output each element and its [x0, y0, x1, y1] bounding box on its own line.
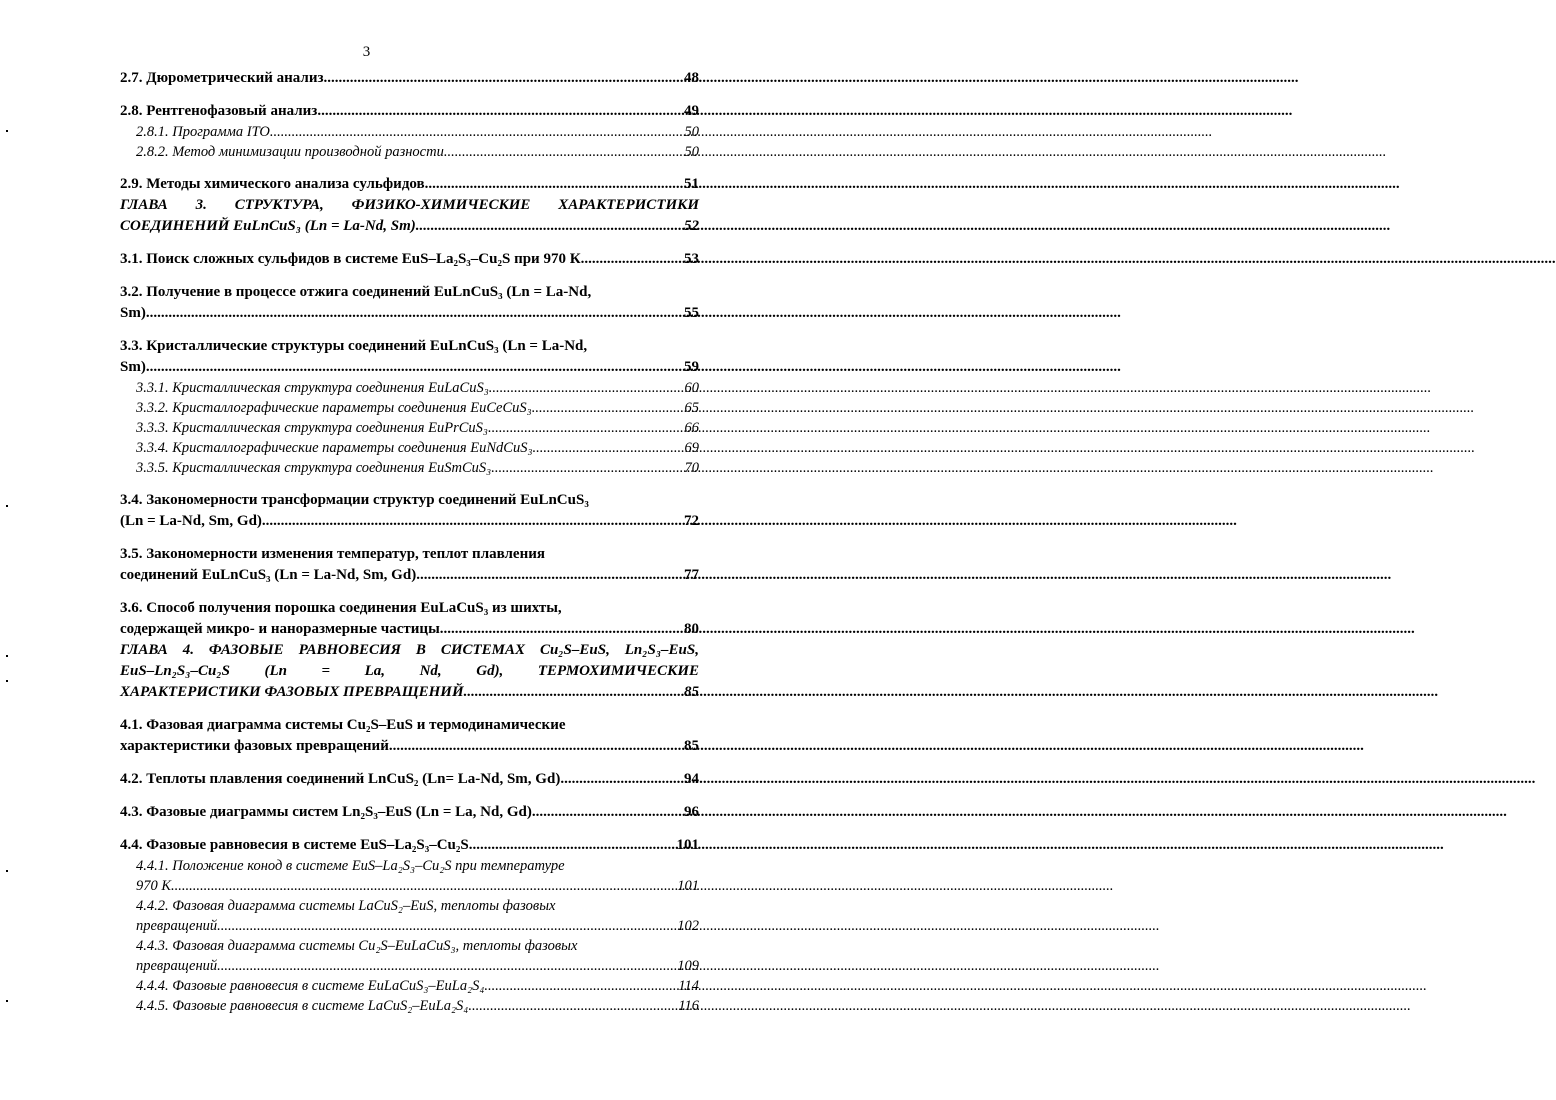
toc-page-number: 48 [684, 70, 699, 86]
dot-leader [416, 216, 683, 237]
toc-page-number: 102 [677, 918, 699, 934]
toc-page-number: 101 [677, 878, 699, 894]
toc-entry-title: ХАРАКТЕРИСТИКИ ФАЗОВЫХ ПРЕВРАЩЕНИЙ [120, 684, 464, 700]
toc-entry-title: 3.6. Способ получения порошка соединения EuLaCuS₃ из шихты, [120, 600, 562, 616]
toc-page-number: 66 [684, 420, 699, 436]
toc-entry-title: Sm) [120, 305, 146, 321]
toc-entry-3-5[interactable] [120, 544, 699, 586]
dot-leader [532, 398, 684, 418]
toc-entry-4-2[interactable] [120, 769, 699, 790]
toc-entry-chapter-4[interactable] [120, 640, 699, 703]
toc-entry-title: содержащей микро- и наноразмерные частицы [120, 621, 440, 637]
dot-leader [324, 68, 684, 89]
dot-leader [489, 378, 684, 398]
toc-entry-3-3-5[interactable] [120, 458, 699, 478]
toc-page-number: 116 [678, 998, 699, 1014]
dot-leader [217, 916, 676, 936]
dot-leader [464, 682, 683, 703]
toc-entry-title: 4.3. Фазовые диаграммы систем Ln₂S₃–EuS (Ln = La, Nd, Gd) [120, 804, 532, 820]
toc-entry-title: Sm) [120, 359, 146, 375]
dot-leader [468, 996, 677, 1016]
dot-leader [533, 438, 684, 458]
toc-entry-3-3-4[interactable] [120, 438, 699, 458]
toc-page-number: 80 [684, 621, 699, 637]
dot-leader [560, 769, 683, 790]
toc-entry-title: ГЛАВА 4. ФАЗОВЫЕ РАВНОВЕСИЯ В СИСТЕМАХ Cu₂S–EuS, Ln₂S₃–EuS, [120, 642, 699, 658]
toc-entry-title: 2.7. Дюрометрический анализ [120, 70, 324, 86]
toc-page-number: 49 [684, 103, 699, 119]
toc-entry-title: соединений EuLnCuS₃ (Ln = La-Nd, Sm, Gd) [120, 567, 417, 583]
toc-entry-title: 3.3.3. Кристаллическая структура соединения EuPrCuS₃ [136, 420, 488, 436]
dot-leader [440, 619, 683, 640]
toc-entry-title: 3.3.2. Кристаллографические параметры соединения EuCeCuS₃ [136, 400, 532, 416]
dot-leader [270, 122, 684, 142]
toc-entry-3-3-1[interactable] [120, 378, 699, 398]
toc-page-number: 51 [684, 176, 699, 192]
toc-entry-4-3[interactable] [120, 802, 699, 823]
toc-page-number: 50 [684, 144, 699, 160]
page-number: 3 [362, 44, 371, 60]
scan-speck [6, 655, 8, 657]
toc-entry-title: 2.9. Методы химического анализа сульфидов [120, 176, 425, 192]
toc-entry-3-6[interactable] [120, 598, 699, 640]
toc-entry-title: превращений [136, 918, 218, 934]
dot-leader [171, 876, 676, 896]
toc-entry-title: (Ln = La-Nd, Sm, Gd) [120, 513, 262, 529]
scan-speck [6, 870, 8, 872]
dot-leader [146, 357, 683, 378]
toc-entry-title: 4.4.5. Фазовые равновесия в системе LaCuS₂–EuLa₂S₄ [136, 998, 469, 1014]
dot-leader [488, 418, 684, 438]
toc-page-number: 70 [684, 460, 699, 476]
toc-page-number: 85 [684, 684, 699, 700]
toc-page-number: 60 [684, 380, 699, 396]
toc-entry-title: 3.3.1. Кристаллическая структура соединения EuLaCuS₃ [136, 380, 489, 396]
toc-entry-title: 4.4.2. Фазовая диаграмма системы LaCuS₂–EuS, теплоты фазовых [136, 898, 556, 914]
toc-page-number: 65 [684, 400, 699, 416]
toc-page-number: 53 [684, 251, 699, 267]
toc-page-number: 85 [684, 738, 699, 754]
dot-leader [416, 565, 683, 586]
toc-entry-3-3-2[interactable] [120, 398, 699, 418]
toc-entry-3-1[interactable] [120, 249, 699, 270]
dot-leader [484, 976, 677, 996]
dot-leader [581, 249, 683, 270]
toc-page-number: 96 [684, 804, 699, 820]
scan-speck [6, 505, 8, 507]
toc-entry-title: характеристики фазовых превращений [120, 738, 389, 754]
toc-entry-2-8[interactable] [120, 101, 699, 122]
toc-entry-title: 3.3.5. Кристаллическая структура соединения EuSmCuS₃ [136, 460, 492, 476]
toc-page-number: 52 [684, 218, 699, 234]
table-of-contents [120, 68, 699, 1016]
toc-entry-title: 3.3. Кристаллические структуры соединений EuLnCuS₃ (Ln = La-Nd, [120, 338, 588, 354]
toc-entry-2-9[interactable] [120, 174, 699, 195]
toc-entry-4-4[interactable] [120, 835, 699, 856]
toc-page-number: 55 [684, 305, 699, 321]
toc-entry-2-8-1[interactable] [120, 122, 699, 142]
scan-speck [6, 1000, 8, 1002]
toc-entry-chapter-3[interactable] [120, 195, 699, 237]
dot-leader [262, 511, 683, 532]
toc-entry-title: СОЕДИНЕНИЙ EuLnCuS₃ (Ln = La-Nd, Sm) [120, 218, 416, 234]
dot-leader [317, 101, 683, 122]
toc-entry-4-4-1[interactable] [120, 856, 699, 896]
toc-entry-3-3-3[interactable] [120, 418, 699, 438]
toc-entry-title: 4.4. Фазовые равновесия в системе EuS–La₂S₃–Cu₂S [120, 837, 469, 853]
toc-entry-title: 4.1. Фазовая диаграмма системы Cu₂S–EuS и термодинамические [120, 717, 566, 733]
toc-entry-title: 2.8.1. Программа ITO [136, 124, 270, 140]
toc-entry-title: 3.1. Поиск сложных сульфидов в системе EuS–La₂S₃–Cu₂S при 970 К [120, 251, 581, 267]
toc-entry-2-7[interactable] [120, 68, 699, 89]
toc-page-number: 114 [678, 978, 699, 994]
dot-leader [146, 303, 683, 324]
toc-entry-3-2[interactable] [120, 282, 699, 324]
toc-entry-4-4-4[interactable] [120, 976, 699, 996]
toc-entry-4-4-5[interactable] [120, 996, 699, 1016]
toc-page-number: 94 [684, 771, 699, 787]
dot-leader [532, 802, 683, 823]
toc-entry-2-8-2[interactable] [120, 142, 699, 162]
toc-entry-title: 4.4.3. Фазовая диаграмма системы Cu₂S–EuLaCuS₃, теплоты фазовых [136, 938, 578, 954]
toc-entry-title: превращений [136, 958, 218, 974]
dot-leader [444, 142, 684, 162]
toc-entry-title: 2.8.2. Метод минимизации производной разности [136, 144, 444, 160]
toc-entry-title: 3.4. Закономерности трансформации структур соединений EuLnCuS₃ [120, 492, 589, 508]
toc-entry-4-4-3[interactable] [120, 936, 699, 976]
toc-entry-title: EuS–Ln₂S₃–Cu₂S (Ln = La, Nd, Gd), ТЕРМОХИМИЧЕСКИЕ [120, 663, 699, 679]
dot-leader [389, 736, 683, 757]
dot-leader [425, 174, 683, 195]
dot-leader [469, 835, 676, 856]
toc-entry-4-1[interactable] [120, 715, 699, 757]
toc-page-number: 69 [684, 440, 699, 456]
toc-entry-title: 4.2. Теплоты плавления соединений LnCuS₂ (Ln= La-Nd, Sm, Gd) [120, 771, 561, 787]
toc-entry-title: ГЛАВА 3. СТРУКТУРА, ФИЗИКО-ХИМИЧЕСКИЕ ХАРАКТЕРИСТИКИ [120, 197, 699, 213]
toc-entry-title: 3.3.4. Кристаллографические параметры соединения EuNdCuS₃ [136, 440, 533, 456]
scan-speck [6, 130, 8, 132]
dot-leader [217, 956, 676, 976]
toc-entry-3-3[interactable] [120, 336, 699, 378]
toc-entry-title: 4.4.1. Положение конод в системе EuS–La₂S₃–Cu₂S при температуре [136, 858, 565, 874]
toc-page-number: 109 [677, 958, 699, 974]
toc-page-number: 77 [684, 567, 699, 583]
scan-speck [6, 680, 8, 682]
toc-entry-title: 3.2. Получение в процессе отжига соединений EuLnCuS₃ (Ln = La-Nd, [120, 284, 592, 300]
toc-page-number: 72 [684, 513, 699, 529]
dot-leader [491, 458, 683, 478]
toc-page-number: 101 [676, 837, 699, 853]
toc-entry-title: 4.4.4. Фазовые равновесия в системе EuLaCuS₃–EuLa₂S₄ [136, 978, 485, 994]
toc-page-number: 50 [684, 124, 699, 140]
toc-entry-3-4[interactable] [120, 490, 699, 532]
toc-page-number: 59 [684, 359, 699, 375]
toc-entry-4-4-2[interactable] [120, 896, 699, 936]
toc-entry-title: 3.5. Закономерности изменения температур, теплот плавления [120, 546, 545, 562]
toc-entry-title: 2.8. Рентгенофазовый анализ [120, 103, 318, 119]
toc-entry-title: 970 К [136, 878, 172, 894]
